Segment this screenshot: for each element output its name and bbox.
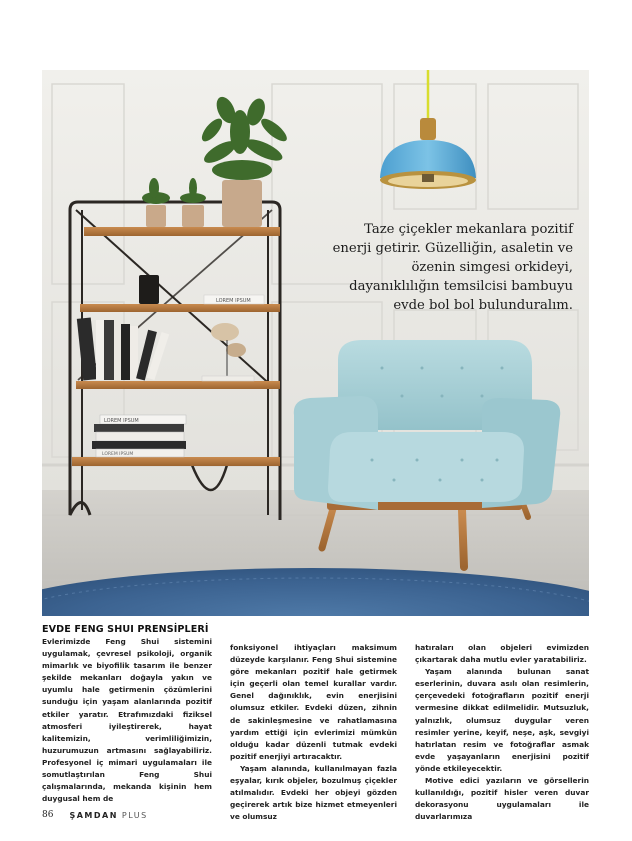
column-3-paragraph-2: Yaşam alanında bulunan sanat eserlerinin, duvara asılı olan resimlerin, çerçevedeki fotoğrafların pozitif enerji vermesine dikkat edilmelidir. Mutsuzluk, yalnızlık, olumsuz duygular veren resimler yerine, keyif, neşe, aşk, sevgiyi hatırlatan resim ve fotoğraflar asmak evde yaşayanların enerjisini pozitif yönde etkileyecektir. xyxy=(415,667,589,773)
photo-caption: Taze çiçekler mekanlara pozitif enerji getirir. Güzelliğin, asaletin ve özenin simgesi orkideyi, dayanıklılığın temsilcisi bambuyu evde bol bol bulunduralım. xyxy=(332,222,573,313)
column-1-text: Evlerimizde Feng Shui sistemini uygulamak, çevresel psikoloji, organik mimarlık ve biyofilik tasarım ile benzer şekilde mekanları doğayla yakın ve uyumlu hale getirmenin çözümlerini sunduğu için yaşam alanlarında pozitif etkiler yaratır. Etrafımızdaki fiziksel atmosferi iyileştirerek, hayat kalitemizin, verimliliğimizin, huzurumuzun artmasını sağlayabiliriz. Profesyonel iç mimari uygulamaları ile somutlaştırılan Feng Shui çalışmalarında, mekanda kişinin hem duygusal hem de xyxy=(42,637,212,804)
page-footer xyxy=(42,809,148,821)
article-column-2 xyxy=(230,642,397,823)
page-number: 86 xyxy=(42,810,54,820)
book-label-1: LOREM IPSUM xyxy=(216,298,251,304)
magazine-brand xyxy=(69,811,147,820)
section-heading: EVDE FENG SHUI PRENSİPLERİ xyxy=(42,624,209,635)
column-2-paragraph-1: fonksiyonel ihtiyaçları maksimum düzeyde karşılanır. Feng Shui sistemine göre mekanları pozitif hale getirmek için geçerli olan temel kurallar vardır. Genel dağınıklık, evin enerjisini olumsuz etkiler. Evdeki düzen, zihnin de sakinleşmesine ve rahatlamasına yardım ettiği için evlerimizi mümkün olduğu kadar düzenli tutmak evdeki pozitif enerjiyi artıracaktır. xyxy=(230,643,397,761)
brand-name: ŞAMDAN xyxy=(69,810,118,820)
column-3-paragraph-1: hatıraları olan objeleri evimizden çıkartarak daha mutlu evler yaratabiliriz. xyxy=(415,643,589,665)
article-column-1 xyxy=(42,624,212,805)
article-column-3 xyxy=(415,642,589,823)
brand-suffix: PLUS xyxy=(121,810,148,820)
stacked-books xyxy=(92,415,186,457)
column-3-paragraph-3: Motive edici yazıların ve görsellerin kullanıldığı, pozitif hisler veren duvar dekorasyonu uygulamaları ile duvarlarımıza xyxy=(415,776,589,822)
book-label-2: LOREM IPSUM xyxy=(104,418,139,424)
book-label-3: LOREM IPSUM xyxy=(102,452,134,457)
photo-illustration xyxy=(42,70,589,616)
interior-photo xyxy=(42,70,589,616)
column-2-paragraph-2: Yaşam alanında, kullanılmayan fazla eşyalar, kırık objeler, bozulmuş çiçekler atılmalıdır. Evdeki her objeyi gözden geçirerek artık bize hizmet etmeyenleri ve olumsuz xyxy=(230,763,397,822)
